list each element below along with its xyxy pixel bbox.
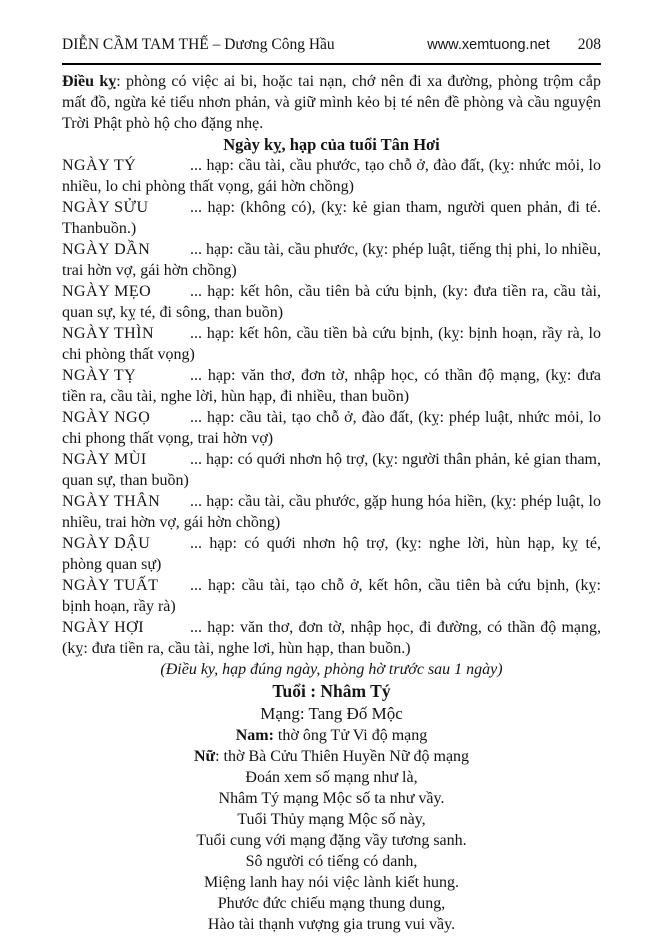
day-name: NGÀY DẬU: [62, 535, 151, 552]
page-number: 208: [577, 36, 601, 53]
day-name: NGÀY THÂN: [62, 493, 161, 510]
poem-line: Tuổi Thủy mạng Mộc số này,: [237, 811, 426, 828]
day-detail: ... hạp: văn thơ, đơn tờ, nhập học, đi đường, có thần độ mạng, (kỵ: đưa tiền ra, cầu tài, nghe lơi, hùn hạp, than buồn.): [62, 619, 601, 657]
day-entry-suu: [62, 197, 601, 239]
poem-line: Hào tài thạnh vượng gia trung vui vầy.: [207, 916, 456, 933]
day-detail: ... hạp: có quới nhơn hộ trợ, (kỵ: nghe lời, hùn hạp, kỵ té, phòng quan sự): [62, 535, 601, 573]
day-entry-ngo: [62, 407, 601, 449]
intro-text: : phòng có việc ai bi, hoặc tai nạn, chớ nên đi xa đường, phòng trộm cắp mất đồ, ngừa kẻ tiểu nhơn phản, và giữ mình kẻo bị té nên đề phòng và cầu nguyện Trời Phật phò hộ cho đặng nhẹ.: [62, 73, 601, 132]
page-header: [62, 34, 601, 65]
website-text: www.xemtuong.net: [427, 37, 550, 53]
day-entry-dan: [62, 239, 601, 281]
day-name: NGÀY MÙI: [62, 451, 147, 468]
day-detail: ... hạp: cầu tài, tạo chỗ ở, kết hôn, cầu tiên bà cứu bịnh, (kỵ: bịnh hoạn, rầy rà): [62, 577, 601, 615]
day-entry-meo: [62, 281, 601, 323]
section-heading: Ngày kỵ, hạp của tuổi Tân Hơi: [223, 135, 440, 154]
nu-label: Nữ: [193, 748, 216, 765]
poem-line: Miệng lanh hay nói việc lành kiết hung.: [203, 874, 460, 891]
nam-text: thờ ông Tử Vi độ mạng: [273, 727, 428, 744]
day-detail: ... hạp: kết hôn, cầu tiên bà cứu bịnh, (ky: đưa tiền ra, cầu tài, quan sự, kỵ té, đi sông, than buồn): [62, 283, 601, 321]
age-heading: Tuổi : Nhâm Tý: [272, 681, 391, 701]
mang-line: Mạng: Tang Đố Mộc: [260, 704, 403, 723]
poem-line: Sô người có tiếng có danh,: [245, 853, 418, 870]
day-name: NGÀY HỢI: [62, 619, 145, 636]
book-title: DIỄN CẦM TAM THẾ – Dương Công Hầu: [62, 36, 335, 53]
day-name: NGÀY SỬU: [62, 199, 149, 216]
day-detail: ... hạp: cầu tài, cầu phước, tạo chỗ ở, đào đất, (kỵ: nhức mỏi, lo nhiều, lo chi phòng thất vọng, gái hờn chồng): [62, 157, 601, 195]
day-name: NGÀY NGỌ: [62, 409, 151, 426]
day-entry-tuat: [62, 575, 601, 617]
intro-label: Điều kỵ: [62, 73, 117, 90]
header-right: [427, 34, 601, 56]
day-entry-hoi: [62, 617, 601, 659]
day-name: NGÀY TUẤT: [62, 577, 159, 594]
nam-line: [62, 725, 601, 746]
day-detail: ... hạp: cầu tài, tạo chỗ ở, đào đất, (kỵ: phép luật, nhức mỏi, lo chi phong thất vọng, trai hờn vợ): [62, 409, 601, 447]
day-entry-ty: [62, 155, 601, 197]
day-entry-dau: [62, 533, 601, 575]
poem-line: Tuổi cung với mạng đặng vầy tương sanh.: [196, 832, 467, 849]
day-entry-than: [62, 491, 601, 533]
day-name: NGÀY TÝ: [62, 157, 137, 174]
intro-paragraph: [62, 71, 601, 134]
note-line: (Điều ky, hạp đúng ngày, phòng hờ trước sau 1 ngày): [160, 661, 503, 678]
day-entry-thin: [62, 323, 601, 365]
day-detail: ... hạp: văn thơ, đơn tờ, nhập học, có thần độ mạng, (kỵ: đưa tiền ra, cầu tài, nghe lời, hùn hạp, đi nhiều, than buồn): [62, 367, 601, 405]
day-entry-ti: [62, 365, 601, 407]
day-name: NGÀY TỴ: [62, 367, 137, 384]
day-detail: ... hạp: có quới nhơn hộ trợ, (kỵ: người thân phản, kẻ gian tham, quan sự, than buồn): [62, 451, 601, 489]
day-name: NGÀY DẦN: [62, 241, 151, 258]
day-entry-mui: [62, 449, 601, 491]
poem-line: Nhâm Tý mạng Mộc số ta như vầy.: [218, 790, 445, 807]
day-detail: ... hạp: cầu tài, cầu phước, gặp hung hóa hiền, (kỵ: phép luật, lo nhiều, trai hờn vợ, gái hờn chồng): [62, 493, 601, 531]
poem-line: Đoán xem số mạng như là,: [245, 769, 418, 786]
day-detail: ... hạp: (không có), (kỵ: kẻ gian tham, người quen phản, đi té. Thanbuồn.): [62, 199, 601, 237]
day-detail: ... hạp: cầu tài, cầu phước, (kỵ: phép luật, tiếng thị phi, lo nhiều, trai hờn vợ, gái hờn chồng): [62, 241, 601, 279]
day-name: NGÀY THÌN: [62, 325, 155, 342]
nu-text: : thờ Bà Cửu Thiên Huyền Nữ độ mạng: [215, 748, 470, 765]
poem-line: Phước đức chiếu mạng thung dung,: [217, 895, 446, 912]
day-detail: ... hạp: kết hôn, cầu tiền bà cứu bịnh, (kỵ: bịnh hoạn, rầy rà, lo chi phòng thất vọng): [62, 325, 601, 363]
nam-label: Nam:: [235, 727, 274, 744]
nu-line: [62, 746, 601, 767]
day-name: NGÀY MẸO: [62, 283, 152, 300]
